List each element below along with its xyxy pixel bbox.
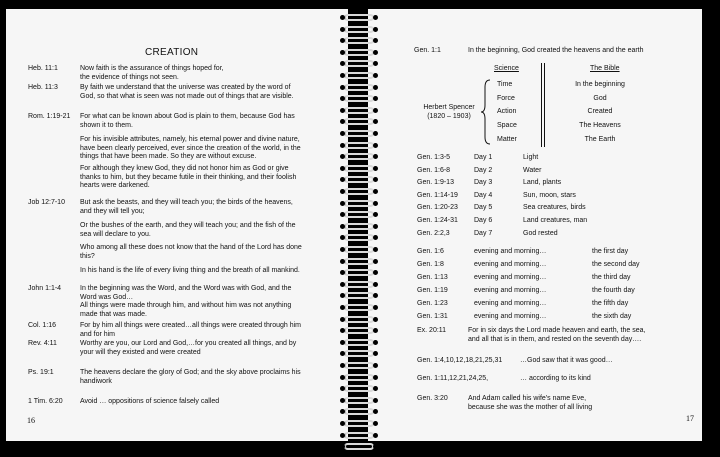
verse-text: …God saw that it was good…: [520, 357, 613, 364]
verse-text: And Adam called his wife's name Eve, because she was the mother of all living: [468, 395, 593, 411]
binding-coil: [336, 47, 382, 59]
binding-coil: [336, 35, 382, 47]
verse-ref: Gen. 1:4,10,12,18,21,25,31: [417, 357, 503, 364]
binding-coil: [336, 174, 382, 186]
binding-coil: [336, 279, 382, 291]
binding-coil: [336, 232, 382, 244]
binding-coil: [336, 128, 382, 140]
science-header: Science: [494, 65, 519, 72]
page-number: 16: [27, 416, 35, 425]
binding-coil: [336, 302, 382, 314]
verse-ref: Job 12:7-10: [28, 199, 65, 206]
days-refs: Gen. 1:3-5 Gen. 1:6-8 Gen. 1:9-13 Gen. 1:14-19 Gen. 1:20-23 Gen. 1:24-31 Gen. 2:2,3: [417, 154, 458, 237]
verse-text: But ask the beasts, and they will teach you; the birds of the heavens, and they will tell you;: [80, 199, 293, 215]
evening-refs: Gen. 1:6 Gen. 1:8 Gen. 1:13 Gen. 1:19 Gen. 1:23 Gen. 1:31: [417, 248, 448, 320]
binding-coil: [336, 441, 382, 453]
verse-text: The heavens declare the glory of God; and the sky above proclaims his handiwork: [80, 369, 301, 385]
binding-coil: [336, 221, 382, 233]
evening-days: the first day the second day the third day the fourth day the fifth day the sixth day: [592, 248, 640, 320]
verse-ref: Heb. 11:1: [28, 65, 58, 72]
binding-coil: [336, 186, 382, 198]
binding-coil: [336, 290, 382, 302]
verse-ref: Col. 1:16: [28, 322, 57, 329]
binding-coil: [336, 395, 382, 407]
verse-text: Or the bushes of the earth, and they will teach you; and the fish of the sea will declare to you.: [80, 222, 296, 238]
binding-coil: [336, 337, 382, 349]
evening-texts: evening and morning… evening and morning… evening and morning… evening and morning… evening and morning… evening and morning…: [474, 248, 547, 320]
verse-text: By faith we understand that the universe was created by the word of God, so that what is seen was not made out of things that are visible.: [80, 84, 294, 100]
left-page: [6, 9, 348, 441]
spencer-name: Herbert Spencer (1820 – 1903): [423, 104, 475, 120]
binding-coil: [336, 314, 382, 326]
binding-coil: [336, 116, 382, 128]
verse-ref: Rom. 1:19-21: [28, 113, 71, 120]
divider-line: [541, 63, 542, 147]
binding-coil: [336, 93, 382, 105]
bible-list: In the beginning God Created The Heavens The Earth: [575, 81, 625, 143]
right-page: [368, 9, 702, 441]
binding-coil: [336, 430, 382, 442]
binding-coil: [336, 58, 382, 70]
verse-ref: Ps. 19:1: [28, 369, 54, 376]
days-works: Light Water Land, plants Sun, moon, stars Sea creatures, birds Land creatures, man God rested: [523, 154, 588, 237]
days-labels: Day 1 Day 2 Day 3 Day 4 Day 5 Day 6 Day 7: [474, 154, 493, 237]
binding-coil: [336, 198, 382, 210]
verse-ref: 1 Tim. 6:20: [28, 398, 63, 405]
verse-ref: Heb. 11:3: [28, 84, 58, 91]
binding-coil: [336, 325, 382, 337]
binding-coil: [336, 360, 382, 372]
verse-text: … according to its kind: [520, 375, 591, 382]
binding-coil: [336, 163, 382, 175]
binding-coil: [336, 12, 382, 24]
binding-coil: [336, 383, 382, 395]
verse-text: For although they knew God, they did not honor him as God or give thanks to him, but they became futile in their thinking, and their foolish hearts were darkened.: [80, 165, 297, 190]
binding-coil: [336, 418, 382, 430]
page-number: 17: [686, 414, 694, 423]
binding-coil: [336, 24, 382, 36]
binding-coil: [336, 244, 382, 256]
verse-text: For his invisible attributes, namely, his eternal power and divine nature, have been clearly perceived, ever since the creation of the world, in the things that have been made. So they are without excuse.: [80, 136, 301, 161]
verse-text: For by him all things were created…all things were created through him and for him: [80, 322, 301, 338]
spiral-binding: [336, 0, 382, 457]
binding-coil: [336, 267, 382, 279]
binding-coil: [336, 256, 382, 268]
verse-text: For in six days the Lord made heaven and earth, the sea, and all that is in them, and rested on the seventh day….: [468, 327, 646, 343]
curly-brace-icon: [480, 79, 492, 145]
verse-ref: John 1:1-4: [28, 285, 62, 292]
science-list: Time Force Action Space Matter: [497, 81, 517, 143]
verse-text: In his hand is the life of every living thing and the breath of all mankind.: [80, 267, 300, 274]
verse-ref: Ex. 20:11: [417, 327, 447, 334]
bible-header: The Bible: [590, 65, 620, 72]
binding-coil: [336, 348, 382, 360]
binding-coil: [336, 140, 382, 152]
verse-text: Who among all these does not know that the hand of the Lord has done this?: [80, 244, 302, 260]
verse-text: Worthy are you, our Lord and God,…for you created all things, and by your will they existed and were created: [80, 340, 297, 356]
page-title: CREATION: [145, 47, 199, 58]
verse-text: Avoid … oppositions of science falsely called: [80, 398, 220, 405]
binding-coil: [336, 105, 382, 117]
binding-coil: [336, 372, 382, 384]
binding-coil: [336, 70, 382, 82]
binding-coil: [336, 209, 382, 221]
binding-coil: [336, 406, 382, 418]
verse-text: In the beginning, God created the heavens and the earth: [468, 47, 644, 54]
binding-coil: [336, 82, 382, 94]
divider-line: [544, 63, 545, 147]
verse-ref: Gen. 1:1: [414, 47, 441, 54]
verse-text: In the beginning was the Word, and the Word was with God, and the Word was God… All things were made through him, and without him was not anything made that was made.: [80, 285, 292, 318]
verse-text: Now faith is the assurance of things hoped for, the evidence of things not seen.: [80, 65, 224, 81]
binding-coil: [336, 151, 382, 163]
verse-text: For what can be known about God is plain to them, because God has shown it to them.: [80, 113, 295, 129]
verse-ref: Gen. 3:20: [417, 395, 448, 402]
verse-ref: Rev. 4:11: [28, 340, 57, 347]
verse-ref: Gen. 1:11,12,21,24,25,: [417, 375, 489, 382]
